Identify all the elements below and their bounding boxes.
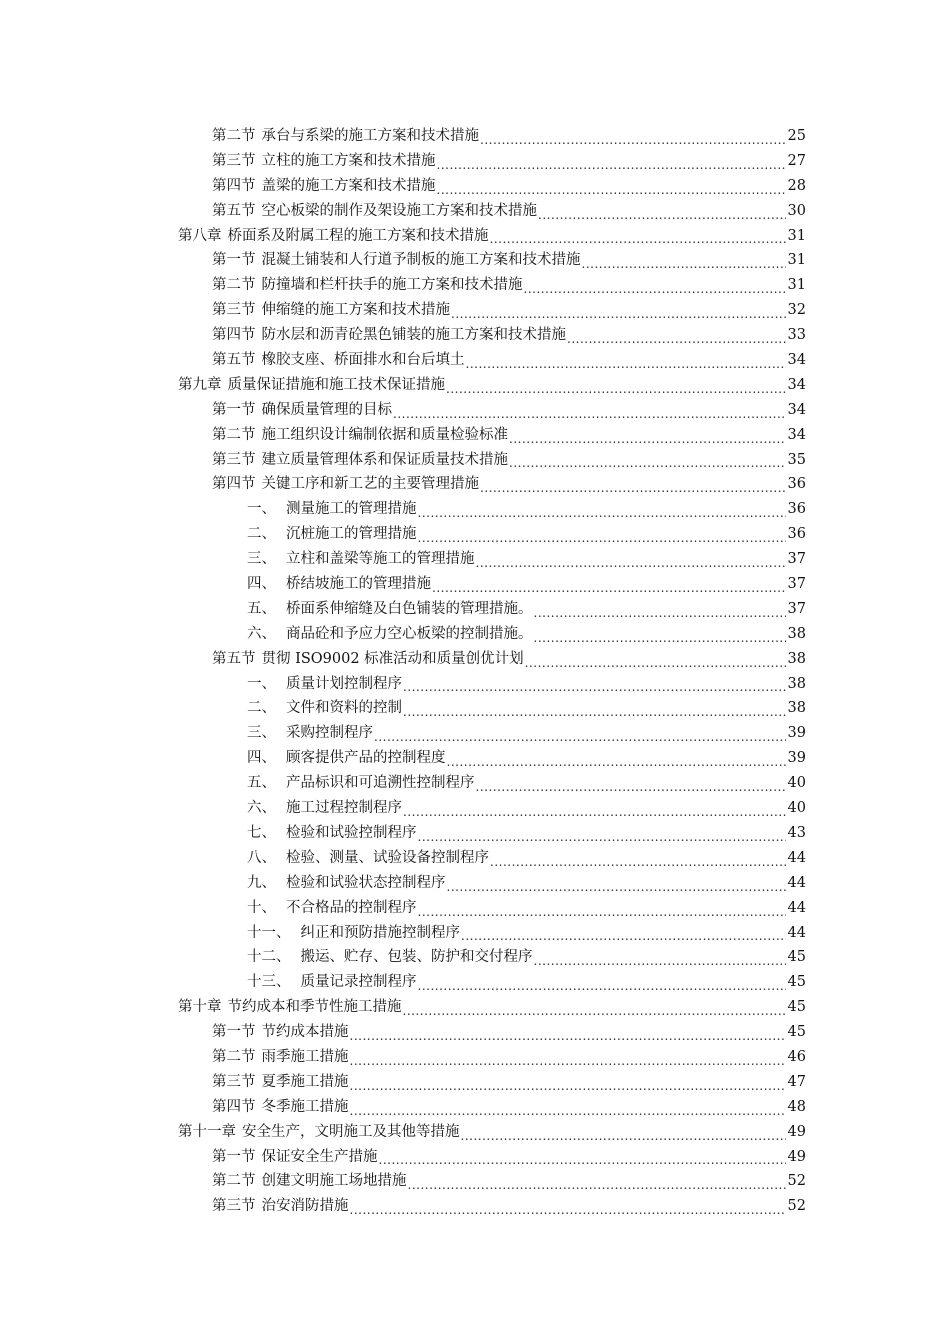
toc-entry-title — [247, 622, 533, 647]
toc-page-number: 45 — [787, 974, 806, 991]
toc-subsection-entry[interactable] — [0, 522, 950, 547]
toc-dot-leader — [461, 921, 786, 946]
toc-dot-leader — [350, 1020, 787, 1045]
toc-entry-number: 一、 — [247, 675, 276, 692]
toc-section-entry[interactable] — [0, 298, 950, 323]
toc-entry-number: 八、 — [247, 849, 276, 866]
toc-entry-number: 第九章 — [178, 376, 222, 393]
toc-entry-number: 十三、 — [247, 974, 291, 991]
toc-entry-number: 第二节 — [212, 128, 256, 144]
toc-entry-text: 确保质量管理的目标 — [261, 401, 392, 418]
toc-entry-number: 十二、 — [247, 949, 291, 966]
toc-subsection-entry[interactable] — [0, 672, 950, 697]
toc-section-entry[interactable] — [0, 1095, 950, 1120]
toc-entry-text: 关键工序和新工艺的主要管理措施 — [261, 476, 479, 493]
toc-dot-leader — [461, 1120, 787, 1145]
toc-dot-leader — [524, 273, 787, 298]
toc-page-number: 37 — [787, 576, 806, 593]
toc-page-number: 48 — [787, 1098, 806, 1115]
toc-entry-text: 立柱和盖梁等施工的管理措施 — [286, 551, 475, 568]
toc-entry-text: 纠正和预防措施控制程序 — [300, 924, 460, 941]
toc-page-number: 44 — [787, 899, 806, 916]
toc-subsection-entry[interactable] — [0, 547, 950, 572]
toc-section-entry[interactable] — [0, 1169, 950, 1194]
toc-dot-leader — [437, 174, 787, 199]
toc-entry-title — [247, 696, 402, 721]
toc-page-number: 27 — [787, 152, 806, 169]
toc-entry-text: 不合格品的控制程序 — [286, 899, 417, 916]
toc-page-number: 37 — [787, 551, 806, 568]
toc-entry-title — [247, 746, 446, 771]
toc-subsection-entry[interactable] — [0, 746, 950, 771]
toc-entry-number: 第一节 — [212, 1024, 256, 1041]
toc-entry-text: 雨季施工措施 — [261, 1048, 349, 1065]
toc-dot-leader — [567, 323, 786, 348]
toc-entry-title — [212, 298, 450, 323]
toc-entry-title — [247, 771, 475, 796]
toc-dot-leader — [447, 746, 787, 771]
toc-entry-text: 质量计划控制程序 — [286, 675, 402, 692]
toc-subsection-entry[interactable] — [0, 771, 950, 796]
toc-dot-leader — [509, 448, 786, 473]
table-of-contents — [0, 124, 950, 1219]
toc-entry-text: 安全生产，文明施工及其他等措施 — [242, 1123, 460, 1140]
toc-subsection-entry[interactable] — [0, 597, 950, 622]
toc-entry-text: 施工组织设计编制依据和质量检验标准 — [261, 426, 508, 443]
toc-entry-title — [212, 323, 566, 348]
toc-entry-title — [247, 796, 402, 821]
toc-page-number: 31 — [787, 252, 806, 269]
toc-page-number: 49 — [787, 1123, 806, 1140]
toc-subsection-entry[interactable] — [0, 721, 950, 746]
toc-dot-leader — [350, 1045, 787, 1070]
toc-entry-text: 节约成本和季节性施工措施 — [227, 999, 402, 1016]
toc-page-number: 34 — [787, 426, 806, 443]
toc-page-number: 34 — [787, 401, 806, 418]
toc-entry-title — [212, 423, 508, 448]
toc-dot-leader — [403, 796, 786, 821]
toc-dot-leader — [534, 597, 787, 622]
toc-page-number: 45 — [787, 949, 806, 966]
toc-section-entry[interactable] — [0, 323, 950, 348]
toc-entry-number: 九、 — [247, 874, 276, 891]
toc-subsection-entry[interactable] — [0, 796, 950, 821]
toc-entry-text: 桥面系伸缩缝及白色铺装的管理措施。 — [286, 600, 533, 617]
toc-entry-text: 商品砼和予应力空心板梁的控制措施。 — [286, 625, 533, 642]
toc-section-entry[interactable] — [0, 1020, 950, 1045]
toc-entry-number: 四、 — [247, 750, 276, 767]
toc-dot-leader — [480, 472, 786, 497]
toc-section-entry[interactable] — [0, 1194, 950, 1219]
toc-entry-number: 第四节 — [212, 327, 256, 344]
toc-entry-number: 三、 — [247, 725, 276, 742]
toc-entry-text: 创建文明施工场地措施 — [261, 1173, 407, 1190]
toc-section-entry[interactable] — [0, 1070, 950, 1095]
toc-dot-leader — [476, 771, 787, 796]
toc-entry-title — [247, 945, 533, 970]
toc-section-entry[interactable] — [0, 448, 950, 473]
toc-entry-text: 夏季施工措施 — [261, 1073, 349, 1090]
toc-entry-title — [212, 124, 479, 149]
toc-entry-text: 盖梁的施工方案和技术措施 — [261, 177, 436, 194]
toc-dot-leader — [451, 298, 786, 323]
toc-section-entry[interactable] — [0, 398, 950, 423]
toc-entry-text: 顾客提供产品的控制程度 — [286, 750, 446, 767]
toc-page-number: 36 — [787, 526, 806, 543]
toc-entry-text: 桥结坡施工的管理措施 — [286, 576, 431, 593]
toc-page-number: 52 — [787, 1173, 806, 1190]
toc-entry-title — [247, 572, 431, 597]
toc-entry-title — [247, 672, 402, 697]
toc-dot-leader — [374, 721, 786, 746]
toc-subsection-entry[interactable] — [0, 696, 950, 721]
toc-section-entry[interactable] — [0, 199, 950, 224]
toc-entry-number: 五、 — [247, 775, 276, 792]
toc-subsection-entry[interactable] — [0, 821, 950, 846]
toc-section-entry[interactable] — [0, 647, 950, 672]
toc-entry-text: 防撞墙和栏杆扶手的施工方案和技术措施 — [261, 277, 523, 294]
toc-entry-text: 立柱的施工方案和技术措施 — [261, 152, 436, 169]
toc-entry-number: 第二节 — [212, 426, 256, 443]
toc-entry-text: 治安消防措施 — [261, 1198, 349, 1215]
toc-dot-leader — [582, 248, 787, 273]
toc-page-number: 43 — [787, 824, 806, 841]
toc-dot-leader — [509, 423, 786, 448]
toc-subsection-entry[interactable] — [0, 945, 950, 970]
toc-entry-title — [212, 348, 465, 373]
toc-page-number: 40 — [787, 775, 806, 792]
toc-entry-number: 十一、 — [247, 924, 291, 941]
toc-dot-leader — [446, 373, 786, 398]
toc-dot-leader — [534, 622, 787, 647]
toc-entry-number: 六、 — [247, 625, 276, 642]
toc-section-entry[interactable] — [0, 174, 950, 199]
toc-section-entry[interactable] — [0, 472, 950, 497]
toc-entry-title — [178, 373, 445, 398]
toc-entry-number: 一、 — [247, 501, 276, 518]
toc-dot-leader — [418, 970, 787, 995]
toc-entry-title — [247, 846, 489, 871]
toc-entry-text: 节约成本措施 — [261, 1024, 349, 1041]
toc-entry-number: 第三节 — [212, 152, 256, 169]
toc-dot-leader — [480, 124, 786, 149]
toc-dot-leader — [418, 497, 787, 522]
toc-page-number: 28 — [787, 177, 806, 194]
toc-dot-leader — [393, 398, 786, 423]
toc-entry-title — [247, 721, 373, 746]
toc-entry-title — [212, 273, 523, 298]
toc-dot-leader — [490, 846, 786, 871]
toc-page-number: 25 — [787, 128, 806, 144]
toc-dot-leader — [418, 522, 787, 547]
toc-entry-number: 三、 — [247, 551, 276, 568]
toc-dot-leader — [350, 1095, 787, 1120]
toc-entry-text: 空心板梁的制作及架设施工方案和技术措施 — [261, 202, 537, 219]
toc-page-number: 40 — [787, 800, 806, 817]
toc-entry-title — [212, 1095, 349, 1120]
toc-page-number: 31 — [787, 227, 806, 244]
toc-entry-number: 第四节 — [212, 1098, 256, 1115]
toc-entry-number: 第八章 — [178, 227, 222, 244]
toc-dot-leader — [432, 572, 786, 597]
toc-entry-text: 质量保证措施和施工技术保证措施 — [227, 376, 445, 393]
toc-entry-text: 建立质量管理体系和保证质量技术措施 — [261, 451, 508, 468]
toc-entry-title — [212, 248, 581, 273]
toc-entry-text: 混凝土铺装和人行道予制板的施工方案和技术措施 — [261, 252, 581, 269]
toc-chapter-entry[interactable] — [0, 1120, 950, 1145]
toc-page-number: 46 — [787, 1048, 806, 1065]
toc-entry-text: 沉桩施工的管理措施 — [286, 526, 417, 543]
toc-entry-title — [212, 1169, 407, 1194]
toc-dot-leader — [490, 224, 787, 249]
toc-entry-title — [247, 547, 475, 572]
toc-entry-number: 第三节 — [212, 1073, 256, 1090]
toc-entry-text: 承台与系梁的施工方案和技术措施 — [261, 128, 479, 144]
toc-entry-text: 检验和试验控制程序 — [286, 824, 417, 841]
toc-page-number: 44 — [787, 924, 806, 941]
toc-entry-number: 第一节 — [212, 252, 256, 269]
toc-entry-title — [247, 871, 446, 896]
toc-dot-leader — [525, 647, 786, 672]
toc-entry-number: 第二节 — [212, 277, 256, 294]
toc-entry-title — [212, 1194, 349, 1219]
toc-page-number: 39 — [787, 750, 806, 767]
toc-entry-number: 四、 — [247, 576, 276, 593]
toc-dot-leader — [447, 871, 787, 896]
toc-entry-title — [212, 1145, 378, 1170]
toc-entry-text: 橡胶支座、桥面排水和台后填土 — [261, 352, 465, 369]
toc-entry-title — [212, 174, 436, 199]
toc-dot-leader — [350, 1194, 787, 1219]
toc-entry-number: 第二节 — [212, 1173, 256, 1190]
toc-entry-title — [212, 149, 436, 174]
toc-entry-number: 第十章 — [178, 999, 222, 1016]
toc-page-number: 35 — [787, 451, 806, 468]
toc-entry-text: 桥面系及附属工程的施工方案和技术措施 — [227, 227, 489, 244]
toc-entry-title — [178, 1120, 460, 1145]
toc-entry-title — [247, 970, 417, 995]
toc-page-number: 44 — [787, 849, 806, 866]
toc-subsection-entry[interactable] — [0, 497, 950, 522]
toc-entry-number: 第五节 — [212, 352, 256, 369]
toc-entry-title — [212, 1070, 349, 1095]
toc-page-number: 38 — [787, 625, 806, 642]
toc-entry-title — [212, 1045, 349, 1070]
toc-entry-text: 施工过程控制程序 — [286, 800, 402, 817]
toc-entry-text: 防水层和沥青砼黑色铺装的施工方案和技术措施 — [261, 327, 566, 344]
toc-entry-text: 采购控制程序 — [286, 725, 373, 742]
toc-entry-title — [178, 995, 402, 1020]
toc-dot-leader — [408, 1169, 787, 1194]
toc-subsection-entry[interactable] — [0, 921, 950, 946]
toc-subsection-entry[interactable] — [0, 970, 950, 995]
toc-page-number: 47 — [787, 1073, 806, 1090]
toc-section-entry[interactable] — [0, 1145, 950, 1170]
toc-dot-leader — [403, 696, 786, 721]
toc-entry-number: 二、 — [247, 700, 276, 717]
toc-entry-number: 第三节 — [212, 302, 256, 319]
toc-entry-text: 贯彻 ISO9002 标准活动和质量创优计划 — [261, 650, 524, 667]
toc-page-number: 52 — [787, 1198, 806, 1215]
toc-entry-number: 第四节 — [212, 177, 256, 194]
toc-entry-title — [247, 821, 417, 846]
toc-dot-leader — [437, 149, 787, 174]
toc-page-number: 45 — [787, 1024, 806, 1041]
toc-entry-number: 第二节 — [212, 1048, 256, 1065]
toc-entry-number: 第三节 — [212, 1198, 256, 1215]
toc-entry-title — [212, 448, 508, 473]
toc-chapter-entry[interactable] — [0, 995, 950, 1020]
toc-entry-number: 第五节 — [212, 650, 256, 667]
toc-entry-number: 第一节 — [212, 401, 256, 418]
toc-entry-number: 五、 — [247, 600, 276, 617]
toc-entry-text: 检验和试验状态控制程序 — [286, 874, 446, 891]
toc-section-entry[interactable] — [0, 1045, 950, 1070]
toc-entry-number: 第一节 — [212, 1148, 256, 1165]
toc-entry-title — [212, 647, 524, 672]
toc-entry-title — [212, 199, 537, 224]
toc-entry-title — [212, 472, 479, 497]
toc-entry-text: 伸缩缝的施工方案和技术措施 — [261, 302, 450, 319]
toc-entry-title — [247, 921, 460, 946]
toc-entry-text: 测量施工的管理措施 — [286, 501, 417, 518]
toc-page-number: 31 — [787, 277, 806, 294]
toc-entry-number: 第四节 — [212, 476, 256, 493]
toc-dot-leader — [476, 547, 787, 572]
toc-subsection-entry[interactable] — [0, 622, 950, 647]
toc-entry-text: 检验、测量、试验设备控制程序 — [286, 849, 489, 866]
toc-entry-number: 六、 — [247, 800, 276, 817]
toc-page-number: 38 — [787, 650, 806, 667]
toc-dot-leader — [403, 672, 786, 697]
toc-subsection-entry[interactable] — [0, 572, 950, 597]
toc-subsection-entry[interactable] — [0, 896, 950, 921]
toc-page-number: 39 — [787, 725, 806, 742]
toc-page-number: 44 — [787, 874, 806, 891]
toc-entry-number: 二、 — [247, 526, 276, 543]
toc-dot-leader — [379, 1145, 787, 1170]
toc-section-entry[interactable] — [0, 149, 950, 174]
toc-page-number: 36 — [787, 476, 806, 493]
toc-entry-number: 第三节 — [212, 451, 256, 468]
toc-dot-leader — [418, 896, 787, 921]
toc-page-number: 32 — [787, 302, 806, 319]
toc-page-number: 34 — [787, 352, 806, 369]
toc-dot-leader — [466, 348, 787, 373]
toc-dot-leader — [538, 199, 786, 224]
toc-page-number: 49 — [787, 1148, 806, 1165]
toc-chapter-entry[interactable] — [0, 373, 950, 398]
toc-entry-text: 保证安全生产措施 — [261, 1148, 378, 1165]
toc-page-number: 33 — [787, 327, 806, 344]
toc-page-number: 38 — [787, 700, 806, 717]
toc-entry-text: 文件和资料的控制 — [286, 700, 402, 717]
toc-entry-title — [178, 224, 489, 249]
toc-entry-title — [247, 522, 417, 547]
toc-page-number: 37 — [787, 600, 806, 617]
toc-page-number: 34 — [787, 376, 806, 393]
toc-section-entry[interactable] — [0, 124, 950, 149]
toc-section-entry[interactable] — [0, 348, 950, 373]
toc-entry-number: 第五节 — [212, 202, 256, 219]
toc-section-entry[interactable] — [0, 248, 950, 273]
toc-page-number: 45 — [787, 999, 806, 1016]
toc-entry-title — [212, 398, 392, 423]
toc-entry-text: 产品标识和可追溯性控制程序 — [286, 775, 475, 792]
toc-dot-leader — [534, 945, 787, 970]
toc-subsection-entry[interactable] — [0, 871, 950, 896]
toc-chapter-entry[interactable] — [0, 224, 950, 249]
toc-dot-leader — [350, 1070, 787, 1095]
toc-entry-number: 第十一章 — [178, 1123, 236, 1140]
toc-entry-title — [247, 896, 417, 921]
toc-dot-leader — [403, 995, 787, 1020]
toc-section-entry[interactable] — [0, 423, 950, 448]
toc-entry-text: 冬季施工措施 — [261, 1098, 349, 1115]
toc-subsection-entry[interactable] — [0, 846, 950, 871]
toc-dot-leader — [418, 821, 787, 846]
toc-entry-text: 质量记录控制程序 — [300, 974, 417, 991]
toc-section-entry[interactable] — [0, 273, 950, 298]
toc-page-number: 38 — [787, 675, 806, 692]
toc-entry-number: 七、 — [247, 824, 276, 841]
toc-entry-text: 搬运、贮存、包装、防护和交付程序 — [300, 949, 533, 966]
toc-page-number: 30 — [787, 202, 806, 219]
toc-entry-title — [212, 1020, 349, 1045]
toc-entry-title — [247, 497, 417, 522]
toc-page-number: 36 — [787, 501, 806, 518]
toc-entry-number: 十、 — [247, 899, 276, 916]
toc-entry-title — [247, 597, 533, 622]
